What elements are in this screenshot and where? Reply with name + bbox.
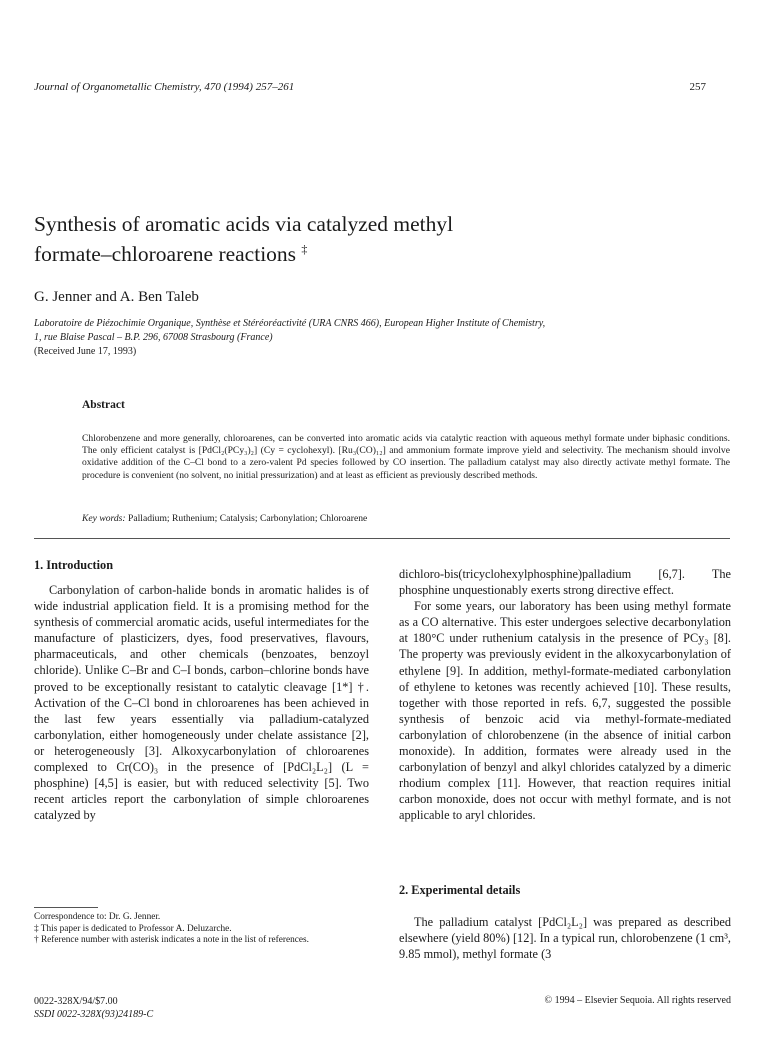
journal-citation: Journal of Organometallic Chemistry, 470 (1994) 257–261 xyxy=(34,81,295,93)
intro-paragraph-1: Carbonylation of carbon-halide bonds in aromatic halides is of wide industrial application field. It is a promising method for the synthesis of commercial aromatic acids, useful intermediates for the manufacture of plasticizers, dyes, food preservatives, flavours, pharmaceuticals, and other chemicals (benzoates, benzoyl chloride). Unlike C–Br and C–I bonds, carbon–chlorine bonds have proved to be exceptionally resistant to catalytic cleavage [1*] †. Activation of the C–Cl bond in chloroarenes has been achieved in the last few years essentially via palladium-catalyzed carbonylation, either homogeneously under chelate assistance [2], or heterogeneously [3]. Alkoxycarbonylation of chloroarenes complexed to Cr(CO)₃ in the presence of [PdCl₂L₂] (L = phosphine) [4,5] is easier, but with reduced selectivity [5]. Two recent articles report the carbonylation of simple chloroarenes catalyzed by xyxy=(34,583,369,823)
received-date: (Received June 17, 1993) xyxy=(34,346,137,357)
authors: G. Jenner and A. Ben Taleb xyxy=(34,289,199,305)
footnote-asterisk-note: † Reference number with asterisk indicates a note in the list of references. xyxy=(34,935,309,946)
title-footnote-mark: ‡ xyxy=(301,242,308,256)
page-number: 257 xyxy=(689,81,706,93)
right-paragraph-continued: dichloro-bis(tricyclohexylphosphine)palladium [6,7]. The phosphine unquestionably exerts strong directive effect. xyxy=(399,567,731,598)
abstract-heading: Abstract xyxy=(82,399,125,411)
experimental-column xyxy=(399,914,731,962)
footnote-divider xyxy=(34,907,98,908)
right-paragraph-2: For some years, our laboratory has been using methyl formate as a CO alternative. This ester undergoes selective decarbonylation at 180°C under ruthenium catalysis in the presence of PCy₃ [8]. The property was previously evident in the alkoxycarbonylation of ethylene [9]. In addition, methyl-formate-mediated carbonylation of ethylene to ketones was recently achieved [10]. These results, together with those reported in refs. 6,7, suggested the possible synthesis of benzoic acid via methyl-formate-mediated carbonylation of chlorobenzene (in the absence of initial carbon monoxide). In addition, formates were already used in the carbonylation of benzyl and alkyl chlorides catalyzed by a dimeric rhodium complex [11]. However, that reaction requires initial carbon monoxide, does not occur with methyl formate, and is not applicable to aryl chlorides. xyxy=(399,599,731,823)
section-heading-introduction: 1. Introduction xyxy=(34,558,114,572)
footnote-correspondence: Correspondence to: Dr. G. Jenner. xyxy=(34,912,161,922)
footer-ssdi: SSDI 0022-328X(93)24189-C xyxy=(34,1009,154,1020)
keywords xyxy=(82,513,367,524)
footnotes xyxy=(34,912,369,947)
paper-title xyxy=(34,212,594,267)
keywords-label: Key words: xyxy=(82,513,126,524)
section-heading-experimental: 2. Experimental details xyxy=(399,883,521,897)
abstract-text: Chlorobenzene and more generally, chloroarenes, can be converted into aromatic acids via catalytic reaction with aqueous methyl formate under biphasic conditions. The only efficient catalyst is [PdCl₂(PCy₃)₂] (Cy = cyclohexyl). [Ru₃(CO)₁₂] and ammonium formate improve yield and selectivity. The mechanism should involve oxidative addition of the C–Cl bond to a zero-valent Pd species followed by CO insertion. The palladium catalyst may also directly activate methyl formate. The procedure is convenient (no solvent, no initial pressurization) and at least as efficient as previously described methods. xyxy=(82,433,730,481)
left-column xyxy=(34,582,369,823)
affiliation-line-2: 1, rue Blaise Pascal – B.P. 296, 67008 Strasbourg (France) xyxy=(34,331,273,343)
footer-copyright: © 1994 – Elsevier Sequoia. All rights reserved xyxy=(544,995,731,1006)
title-line-2-text: formate–chloroarene reactions xyxy=(34,242,297,267)
keywords-list: Palladium; Ruthenium; Catalysis; Carbonylation; Chloroarene xyxy=(128,513,368,524)
footnote-dedication: ‡ This paper is dedicated to Professor A. Deluzarche. xyxy=(34,923,232,934)
footer-issn: 0022-328X/94/$7.00 xyxy=(34,996,118,1007)
title-line-1: Synthesis of aromatic acids via catalyzed methyl xyxy=(34,212,454,236)
abstract-divider xyxy=(34,538,730,539)
right-column xyxy=(399,566,731,824)
footer-identifiers xyxy=(34,995,153,1021)
experimental-paragraph-1: The palladium catalyst [PdCl₂L₂] was prepared as described elsewhere (yield 80%) [12]. In a typical run, chlorobenzene (1 cm³, 9.85 mmol), methyl formate (3 xyxy=(399,915,731,962)
affiliation xyxy=(34,317,724,344)
title-line-2 xyxy=(34,237,594,267)
affiliation-line-1: Laboratoire de Piézochimie Organique, Synthèse et Stéréoréactivité (URA CNRS 466), European Higher Institute of Chemistry, xyxy=(34,318,546,329)
